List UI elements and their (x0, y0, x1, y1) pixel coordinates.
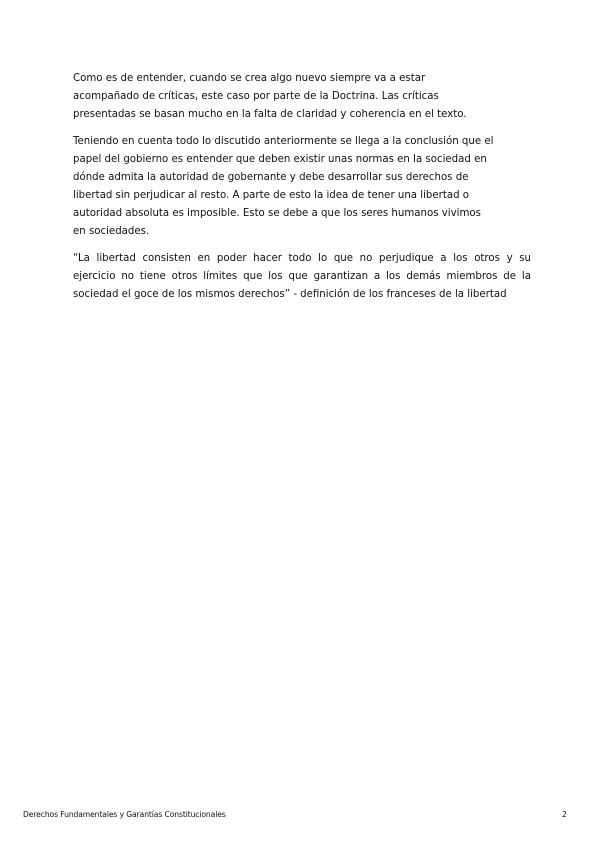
text-line: libertad sin perjudicar al resto. A parte de esto la idea de tener una libertad o (73, 190, 470, 201)
text-line: Teniendo en cuenta todo lo discutido anteriormente se llega a la conclusión que el (73, 136, 494, 147)
text-line: sociedad el goce de los mismos derechos” - definición de los franceses de la libertad (73, 289, 507, 300)
paragraph-quote (73, 250, 531, 304)
text-line: presentadas se basan mucho en la falta de claridad y coherencia en el texto. (73, 109, 467, 120)
page-number: 2 (562, 810, 567, 819)
text-line: acompañado de críticas, este caso por parte de la Doctrina. Las críticas (73, 91, 439, 102)
text-line: dónde admita la autoridad de gobernante y debe desarrollar sus derechos de (73, 172, 469, 183)
paragraph-conclusion (73, 133, 533, 241)
footer-title: Derechos Fundamentales y Garantías Constitucionales (23, 810, 226, 819)
text-line: Como es de entender, cuando se crea algo nuevo siempre va a estar (73, 73, 426, 84)
text-line: ejercicio no tiene otros límites que los que garantizan a los demás miembros de la (73, 271, 531, 282)
text-line: “La libertad consisten en poder hacer todo lo que no perjudique a los otros y su (73, 253, 531, 264)
text-line: autoridad absoluta es imposible. Esto se debe a que los seres humanos vivimos (73, 208, 481, 219)
paragraph-criticas (73, 70, 533, 124)
text-line: en sociedades. (73, 226, 150, 237)
text-line: papel del gobierno es entender que deben existir unas normas en la sociedad en (73, 154, 487, 165)
